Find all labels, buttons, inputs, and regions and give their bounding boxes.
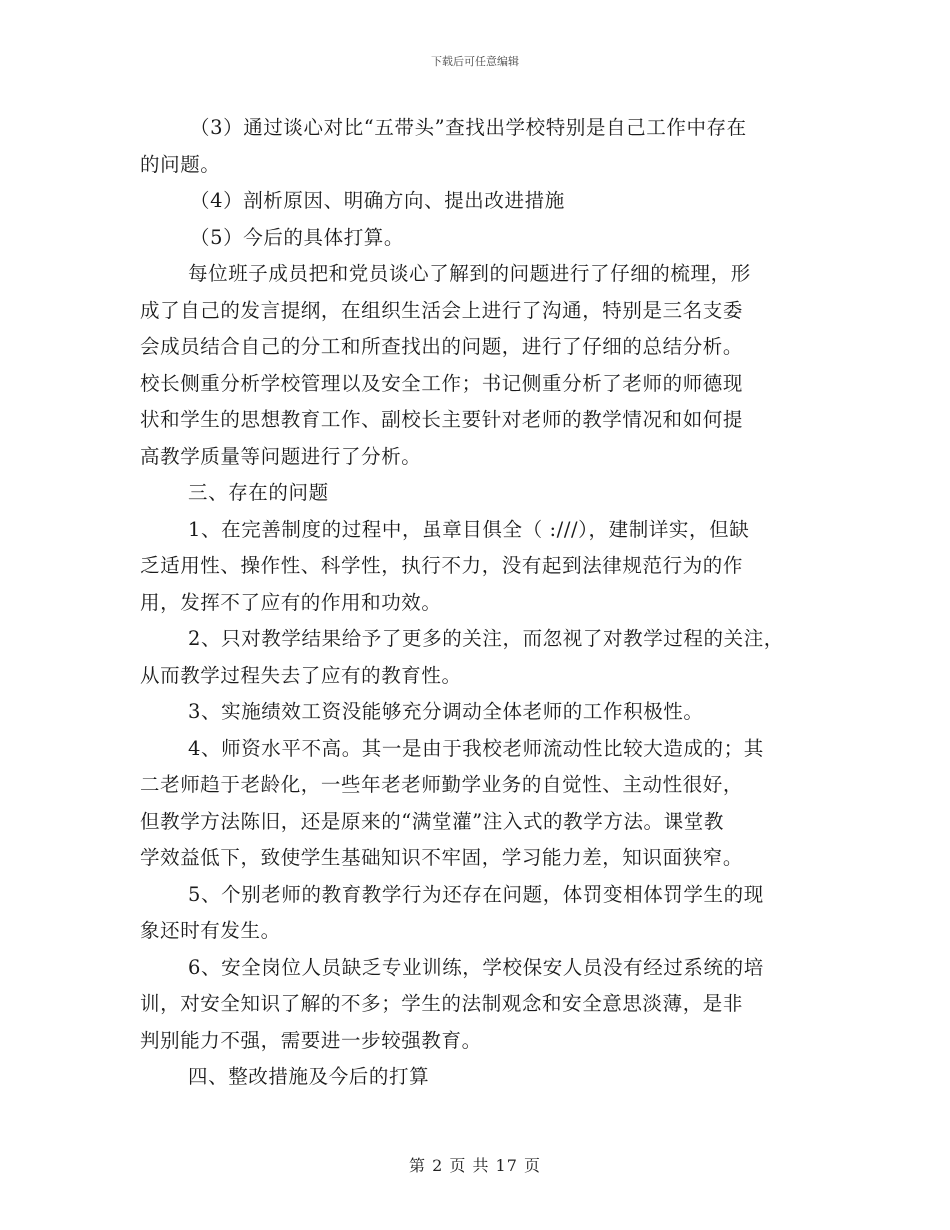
paragraph-line: 2、只对教学结果给予了更多的关注，而忽视了对教学过程的关注， [188, 627, 784, 650]
paragraph-line: 校长侧重分析学校管理以及安全工作；书记侧重分析了老师的师德现 [140, 371, 744, 395]
paragraph-line: 5、个别老师的教育教学行为还存在问题，体罚变相体罚学生的现 [188, 882, 764, 906]
paragraph-line: 6、安全岗位人员缺乏专业训练，学校保安人员没有经过系统的培 [188, 955, 764, 979]
paragraph-line: 判别能力不强，需要进一步较强教育。 [140, 1028, 482, 1052]
paragraph-line: 学效益低下，致使学生基础知识不牢固，学习能力差，知识面狭窄。 [140, 846, 744, 869]
page-footer: 第 2 页 共 17 页 [409, 1156, 541, 1175]
paragraph-line: 高教学质量等问题进行了分析。 [140, 444, 422, 468]
section-heading: 三、存在的问题 [188, 481, 329, 504]
paragraph-line: 成了自己的发言提纲，在组织生活会上进行了沟通，特别是三名支委 [140, 298, 744, 322]
paragraph-line: 用，发挥不了应有的作用和功效。 [140, 590, 442, 614]
document-body [140, 110, 820, 1096]
paragraph-line: 会成员结合自己的分工和所查找出的问题，进行了仔细的总结分析。 [140, 335, 744, 358]
page-header: 下载后可任意编辑 [431, 55, 519, 68]
paragraph-line: 二老师趋于老龄化，一些年老老师勤学业务的自觉性、主动性很好， [140, 773, 744, 796]
paragraph-line: 从而教学过程失去了应有的教育性。 [140, 663, 462, 687]
paragraph-line: 但教学方法陈旧，还是原来的“满堂灌”注入式的教学方法。课堂教 [140, 809, 724, 833]
paragraph-line: 象还时有发生。 [140, 919, 281, 942]
paragraph-line: 4、师资水平不高。其一是由于我校老师流动性比较大造成的；其 [188, 736, 764, 760]
paragraph-line: 每位班子成员把和党员谈心了解到的问题进行了仔细的梳理，形 [188, 262, 751, 285]
paragraph-line: 乏适用性、操作性、科学性，执行不力，没有起到法律规范行为的作 [140, 554, 744, 577]
paragraph-line: 3、实施绩效工资没能够充分调动全体老师的工作积极性。 [188, 700, 704, 723]
paragraph-line: （4）剖析原因、明确方向、提出改进措施 [190, 189, 565, 212]
paragraph-line: （3）通过谈心对比“五带头”查找出学校特别是自己工作中存在 [190, 116, 747, 139]
paragraph-line: 训，对安全知识了解的不多；学生的法制观念和安全意思淡薄，是非 [140, 992, 744, 1015]
paragraph-line: 1、在完善制度的过程中，虽章目俱全（ :///），建制详实，但缺 [188, 517, 750, 541]
paragraph-line: （5）今后的具体打算。 [190, 225, 405, 249]
paragraph-line: 状和学生的思想教育工作、副校长主要针对老师的教学情况和如何提 [140, 408, 744, 431]
section-heading: 四、整改措施及今后的打算 [188, 1065, 430, 1088]
paragraph-line: 的问题。 [140, 152, 221, 176]
